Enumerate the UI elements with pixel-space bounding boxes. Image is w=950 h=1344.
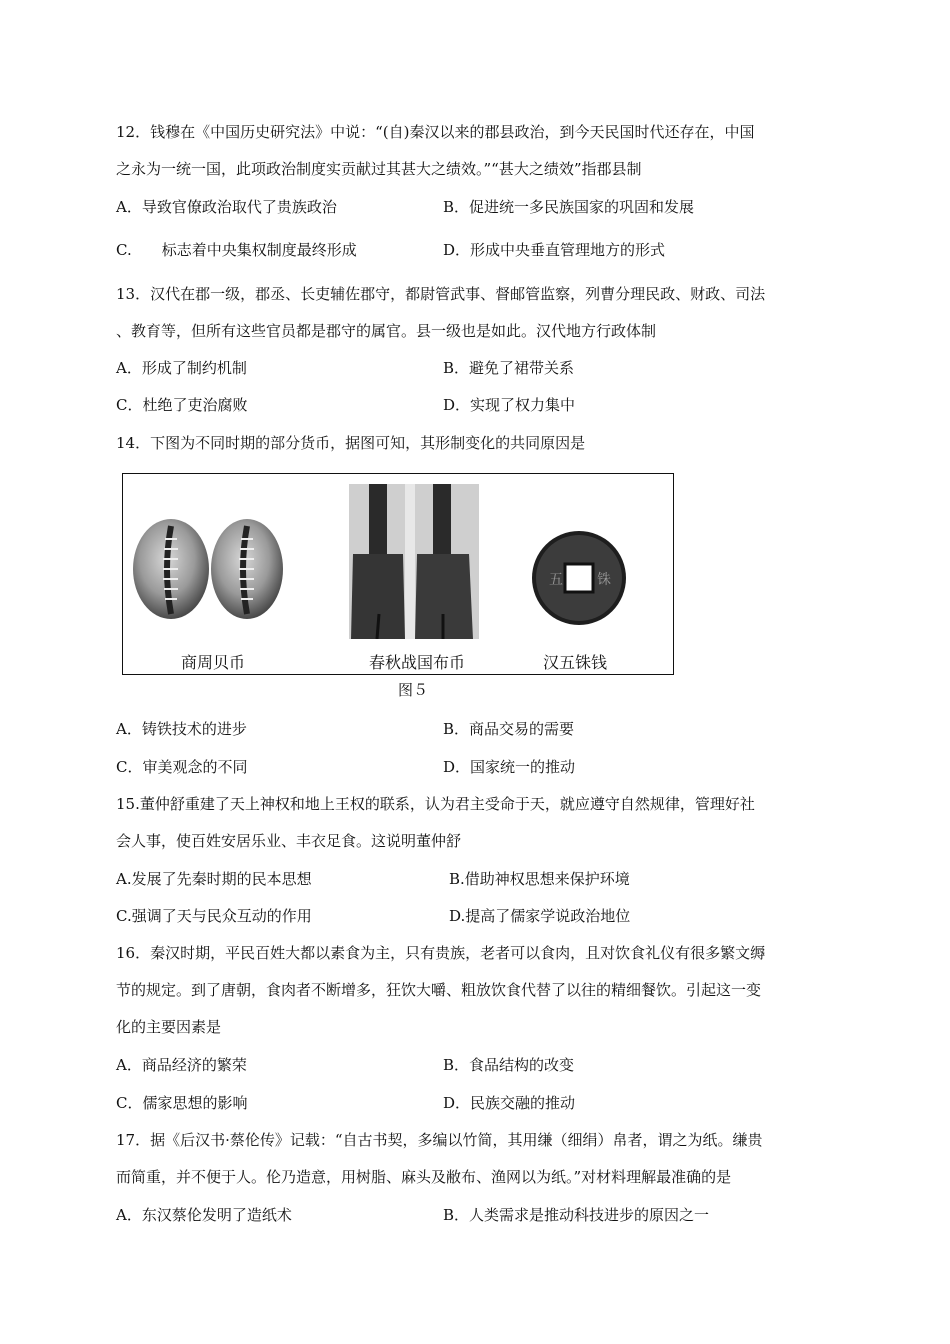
coin-glyph-right: 铢 <box>597 572 611 588</box>
q12-option-c: C. 标志着中央集权制度最终形成 <box>116 241 357 259</box>
q17-option-b: B．人类需求是推动科技进步的原因之一 <box>443 1206 710 1224</box>
q14-stem-line-1: 14．下图为不同时期的部分货币，据图可知，其形制变化的共同原因是 <box>116 434 586 452</box>
q16-option-c: C．儒家思想的影响 <box>116 1094 248 1112</box>
shell-coins-image <box>129 514 289 624</box>
q17-option-a: A．东汉蔡伦发明了造纸术 <box>116 1206 292 1224</box>
q13-option-a: A．形成了制约机制 <box>116 359 247 377</box>
q16-option-a: A．商品经济的繁荣 <box>116 1056 247 1074</box>
q15-option-b: B.借助神权思想来保护环境 <box>449 870 630 888</box>
q16-stem-line-2: 节的规定。到了唐朝，食肉者不断增多，狂饮大嚼、粗放饮食代替了以往的精细餐饮。引起这一变 <box>116 981 762 999</box>
q16-stem-line-3: 化的主要因素是 <box>116 1018 222 1036</box>
coin-glyph-left: 五 <box>549 572 563 588</box>
q14-option-c: C．审美观念的不同 <box>116 758 248 776</box>
q15-option-d: D.提高了儒家学说政治地位 <box>449 907 631 925</box>
q13-option-d: D．实现了权力集中 <box>443 396 576 414</box>
q16-option-d: D．民族交融的推动 <box>443 1094 576 1112</box>
q14-option-b: B．商品交易的需要 <box>443 720 575 738</box>
q15-option-c: C.强调了天与民众互动的作用 <box>116 907 312 925</box>
q13-option-b: B．避免了裙带关系 <box>443 359 575 377</box>
q14-option-a: A．铸铁技术的进步 <box>116 720 247 738</box>
currency-figure <box>122 473 674 675</box>
q17-stem-line-2: 而简重，并不便于人。伦乃造意，用树脂、麻头及敝布、渔网以为纸。”对材料理解最准确的是 <box>116 1168 732 1186</box>
caption-spade: 春秋战国布币 <box>369 653 466 672</box>
q12-option-a: A．导致官僚政治取代了贵族政治 <box>116 198 337 216</box>
q16-option-b: B．食品结构的改变 <box>443 1056 575 1074</box>
q14-option-d: D．国家统一的推动 <box>443 758 576 776</box>
q15-stem-line-1: 15.董仲舒重建了天上神权和地上王权的联系，认为君主受命于天，就应遵守自然规律，管理好社 <box>116 795 755 813</box>
q13-option-c: C．杜绝了吏治腐败 <box>116 396 248 414</box>
q17-stem-line-1: 17．据《后汉书·蔡伦传》记载：“自古书契，多编以竹简，其用缣（细绢）帛者，谓之为纸。缣贵 <box>116 1131 763 1149</box>
q12-option-d: D．形成中央垂直管理地方的形式 <box>443 241 666 259</box>
figure-title: 图５ <box>398 681 429 699</box>
q12-option-b: B．促进统一多民族国家的巩固和发展 <box>443 198 695 216</box>
q12-stem-line-1: 12．钱穆在《中国历史研究法》中说：“(自)秦汉以来的郡县政治，到今天民国时代还存在，中国 <box>116 123 755 141</box>
q13-stem-line-2: 、教育等，但所有这些官员都是郡守的属官。县一级也是如此。汉代地方行政体制 <box>116 322 657 340</box>
spade-coins-image <box>349 484 479 639</box>
q15-stem-line-2: 会人事，使百姓安居乐业、丰衣足食。这说明董仲舒 <box>116 832 462 850</box>
q15-option-a: A.发展了先秦时期的民本思想 <box>116 870 312 888</box>
q16-stem-line-1: 16．秦汉时期，平民百姓大都以素食为主，只有贵族，老者可以食肉，且对饮食礼仪有很多繁文缛 <box>116 944 766 962</box>
wuzhu-coin-image <box>529 528 629 628</box>
q12-stem-line-2: 之永为一统一国，此项政治制度实贡献过其甚大之绩效。”“甚大之绩效”指郡县制 <box>116 160 642 178</box>
caption-shell: 商周贝币 <box>181 653 246 672</box>
q13-stem-line-1: 13．汉代在郡一级，郡丞、长吏辅佐郡守，都尉管武事、督邮管监察，列曹分理民政、财政、司法 <box>116 285 766 303</box>
caption-wuzhu: 汉五铢钱 <box>543 653 608 672</box>
